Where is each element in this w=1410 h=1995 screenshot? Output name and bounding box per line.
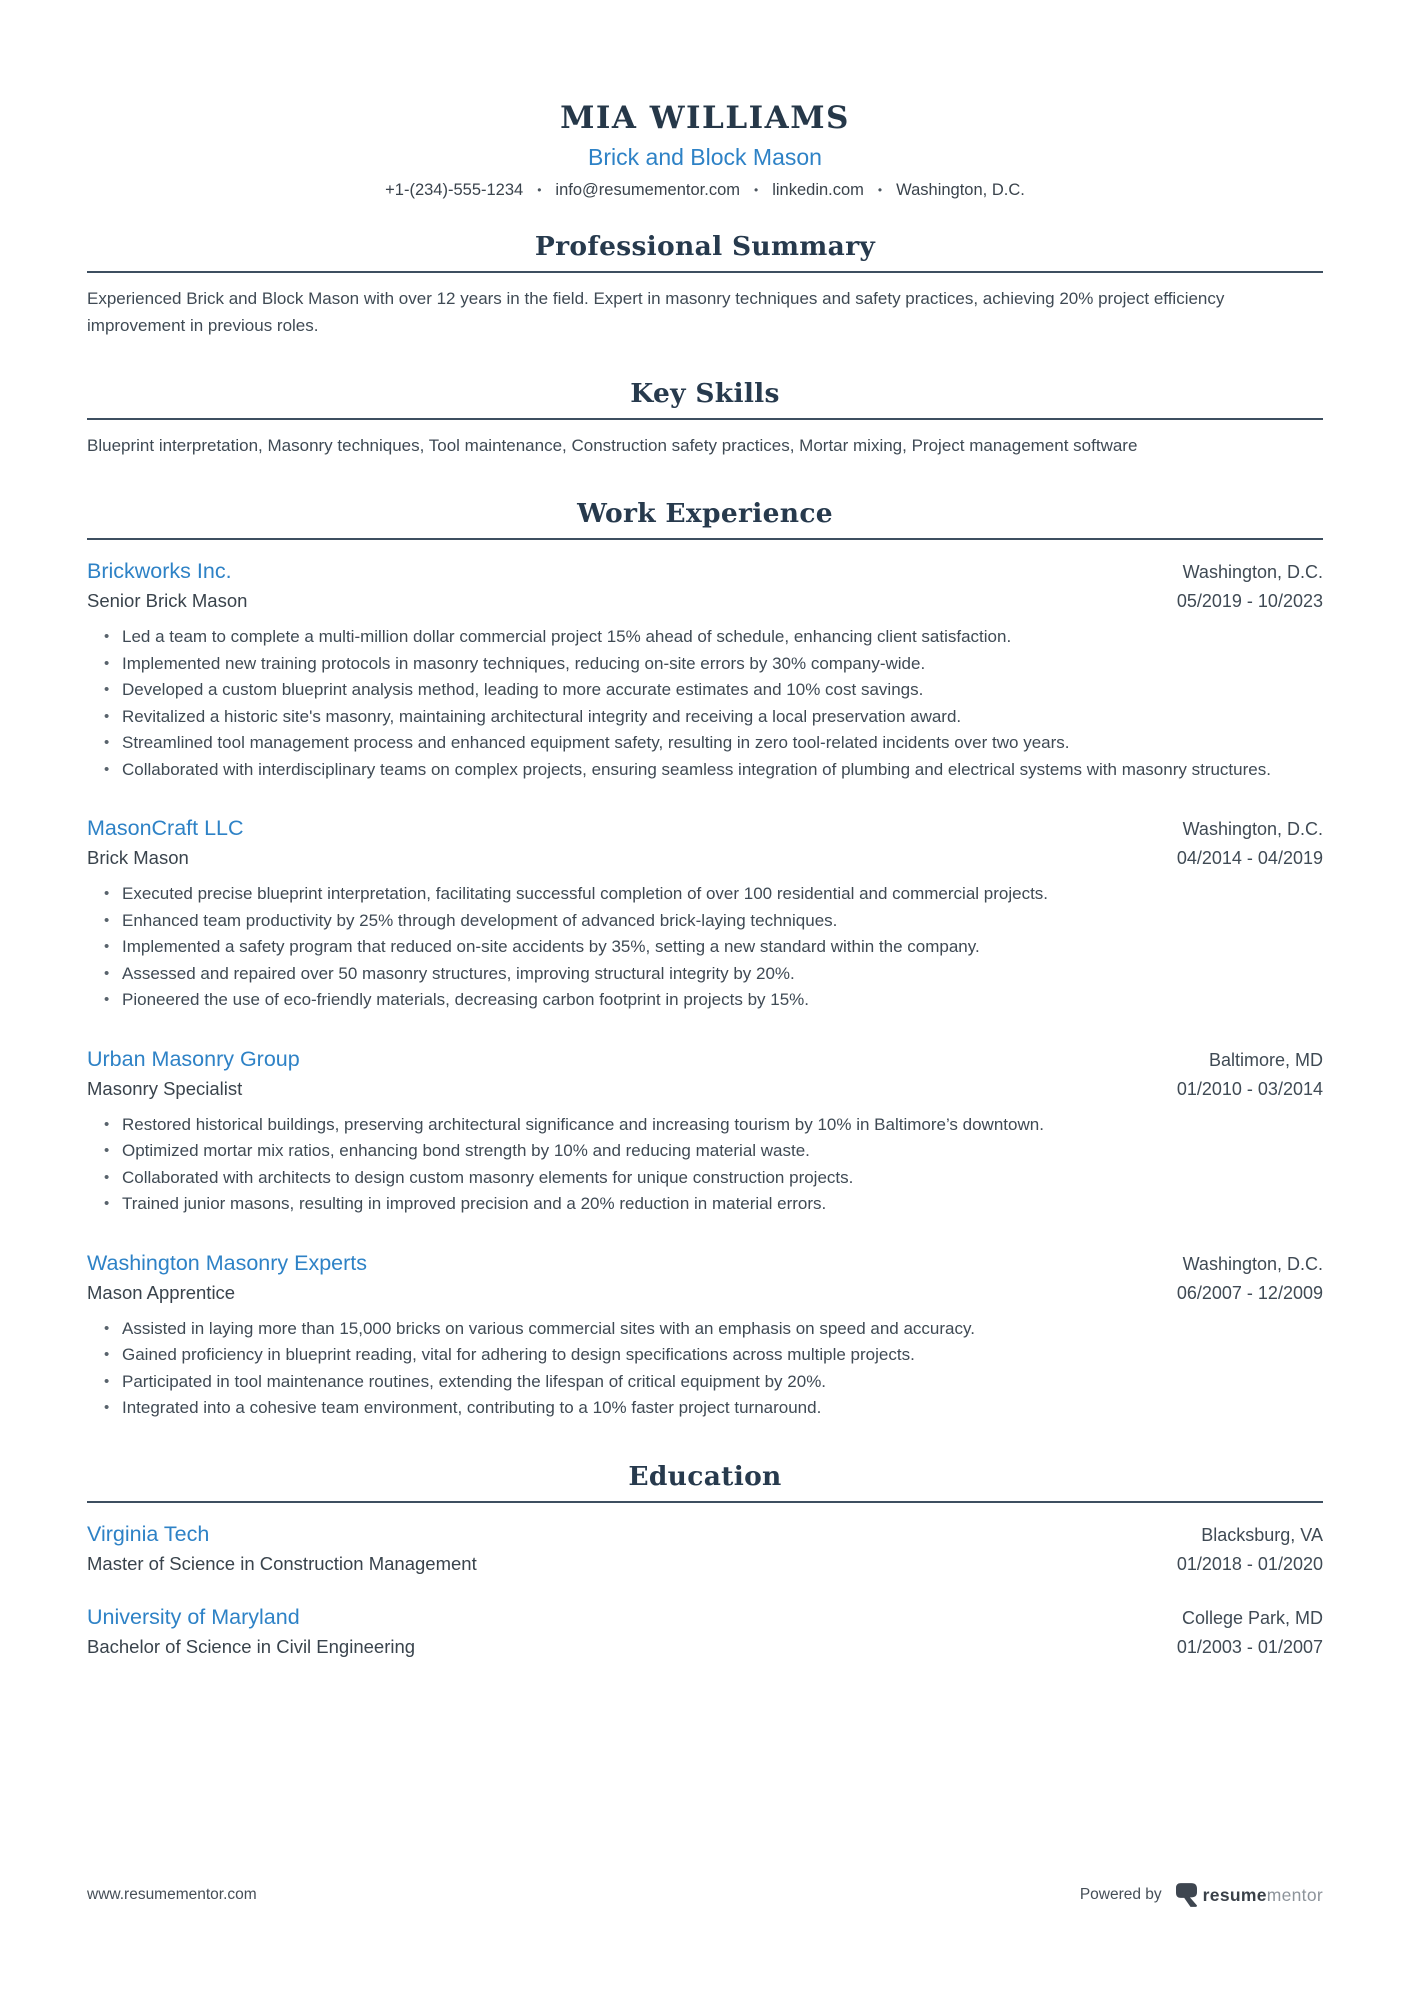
logo-text — [1203, 1885, 1323, 1906]
skills-text: Blueprint interpretation, Masonry techniques, Tool maintenance, Construction safety practices, Mortar mixing, Project management software — [87, 436, 1138, 455]
job-entry-washington-masonry — [87, 1250, 1323, 1422]
summary-text: Experienced Brick and Block Mason with over 12 years in the field. Expert in masonry techniques and safety practices, achieving 20% project efficiency improvement in previous roles. — [87, 289, 1225, 335]
separator-dot: • — [537, 183, 542, 197]
job-header-row — [87, 815, 1323, 841]
powered-by-text: Powered by — [1079, 1886, 1162, 1903]
resumementor-logo-icon — [1176, 1883, 1197, 1907]
school-location: Blacksburg, VA — [1201, 1524, 1323, 1545]
school-dates: 01/2003 - 01/2007 — [1176, 1636, 1323, 1657]
job-bullet-list — [87, 881, 1323, 1014]
job-bullet: • Collaborated with interdisciplinary teams on complex projects, ensuring seamless integration of plumbing and electrical systems with masonry structures. — [104, 757, 1323, 784]
education-entry-virginia-tech — [87, 1521, 1323, 1576]
company-name: Brickworks Inc. — [87, 559, 232, 583]
job-dates: 04/2014 - 04/2019 — [1176, 848, 1323, 868]
job-bullet: • Integrated into a cohesive team environment, contributing to a 10% faster project turnaround. — [104, 1395, 1323, 1422]
education-heading: Education — [87, 1462, 1323, 1503]
education-section — [87, 1462, 1323, 1659]
job-bullet: • Gained proficiency in blueprint reading, vital for adhering to design specifications across multiple projects. — [104, 1342, 1323, 1369]
job-location: Washington, D.C. — [1182, 1253, 1323, 1274]
job-position: Brick Mason — [87, 847, 189, 868]
resumementor-logo — [1176, 1883, 1323, 1907]
email-text: info@resumementor.com — [555, 181, 740, 199]
job-bullet: • Executed precise blueprint interpretation, facilitating successful completion of over 100 residential and commercial projects. — [104, 881, 1323, 908]
job-bullet: • Implemented new training protocols in masonry techniques, reducing on-site errors by 30% company-wide. — [104, 651, 1323, 678]
degree-text: Bachelor of Science in Civil Engineering — [87, 1635, 416, 1657]
job-subheader-row — [87, 846, 1323, 870]
school-location: College Park, MD — [1181, 1607, 1323, 1628]
degree-text: Master of Science in Construction Management — [87, 1552, 477, 1574]
job-dates: 05/2019 - 10/2023 — [1176, 591, 1323, 611]
skills-section — [87, 379, 1323, 459]
job-bullet: • Revitalized a historic site's masonry, maintaining architectural integrity and receiving a local preservation award. — [104, 704, 1323, 731]
job-header-row — [87, 1250, 1323, 1276]
job-bullet: • Participated in tool maintenance routines, extending the lifespan of critical equipment by 20%. — [104, 1369, 1323, 1396]
school-header-row — [87, 1521, 1323, 1547]
logo-text-bold: resume — [1202, 1884, 1267, 1905]
job-bullet: • Led a team to complete a multi-million dollar commercial project 15% ahead of schedule, enhancing client satisfaction. — [104, 624, 1323, 651]
job-bullet: • Pioneered the use of eco-friendly materials, decreasing carbon footprint in projects by 15%. — [104, 987, 1323, 1014]
candidate-job-title: Brick and Block Mason — [588, 144, 822, 170]
work-heading: Work Experience — [87, 499, 1323, 540]
work-section — [87, 499, 1323, 1422]
job-entry-urban-masonry — [87, 1046, 1323, 1218]
school-dates: 01/2018 - 01/2020 — [1176, 1553, 1323, 1574]
job-bullet-list — [87, 1112, 1323, 1218]
separator-dot: • — [754, 183, 759, 197]
job-position: Mason Apprentice — [87, 1281, 236, 1303]
job-bullet-list — [87, 624, 1323, 783]
powered-by-block — [1080, 1883, 1323, 1907]
job-bullet: • Restored historical buildings, preserving architectural significance and increasing tourism by 10% in Baltimore’s downtown. — [104, 1112, 1323, 1139]
page-footer — [87, 1883, 1323, 1907]
job-bullet: • Enhanced team productivity by 25% through development of advanced brick-laying techniques. — [104, 908, 1323, 935]
job-dates: 06/2007 - 12/2009 — [1176, 1282, 1323, 1303]
company-name: Urban Masonry Group — [87, 1046, 300, 1071]
job-location: Baltimore, MD — [1208, 1049, 1323, 1070]
logo-text-light: mentor — [1266, 1884, 1323, 1905]
summary-heading: Professional Summary — [87, 232, 1323, 273]
resume-header — [87, 100, 1323, 200]
job-bullet: • Assisted in laying more than 15,000 bricks on various commercial sites with an emphasis on speed and accuracy. — [104, 1316, 1323, 1343]
school-header-row — [87, 1604, 1323, 1630]
website-text: www.resumementor.com — [87, 1886, 257, 1903]
school-subheader-row — [87, 1552, 1323, 1576]
candidate-name: MIA WILLIAMS — [560, 100, 850, 136]
company-name: MasonCraft LLC — [87, 816, 244, 840]
job-position: Senior Brick Mason — [87, 590, 248, 611]
job-bullet-list — [87, 1316, 1323, 1422]
job-location: Washington, D.C. — [1182, 819, 1323, 839]
separator-dot: • — [877, 183, 883, 197]
job-bullet: • Optimized mortar mix ratios, enhancing bond strength by 10% and reducing material waste. — [104, 1138, 1323, 1165]
job-bullet: • Implemented a safety program that reduced on-site accidents by 35%, setting a new standard within the company. — [104, 934, 1323, 961]
job-bullet: • Streamlined tool management process and enhanced equipment safety, resulting in zero tool-related incidents over two years. — [104, 730, 1323, 757]
job-dates: 01/2010 - 03/2014 — [1176, 1078, 1323, 1099]
summary-section — [87, 232, 1323, 339]
school-name: University of Maryland — [87, 1604, 300, 1629]
school-name: Virginia Tech — [87, 1521, 210, 1546]
job-header-row — [87, 558, 1323, 584]
job-bullet: • Assessed and repaired over 50 masonry structures, improving structural integrity by 20%. — [104, 961, 1323, 988]
company-name: Washington Masonry Experts — [87, 1250, 368, 1275]
job-bullet: • Developed a custom blueprint analysis method, leading to more accurate estimates and 10% cost savings. — [104, 677, 1323, 704]
job-subheader-row — [87, 589, 1323, 613]
job-subheader-row — [87, 1077, 1323, 1101]
job-subheader-row — [87, 1281, 1323, 1305]
contact-line — [87, 180, 1323, 200]
job-location: Washington, D.C. — [1182, 562, 1323, 582]
school-subheader-row — [87, 1635, 1323, 1659]
skills-heading: Key Skills — [87, 379, 1323, 420]
job-header-row — [87, 1046, 1323, 1072]
job-bullet: • Collaborated with architects to design custom masonry elements for unique construction projects. — [104, 1165, 1323, 1192]
location-text: Washington, D.C. — [896, 181, 1025, 199]
phone-text: +1-(234)-555-1234 — [385, 181, 524, 199]
job-bullet: • Trained junior masons, resulting in improved precision and a 20% reduction in material errors. — [104, 1191, 1323, 1218]
job-entry-masoncraft — [87, 815, 1323, 1014]
education-entry-maryland — [87, 1604, 1323, 1659]
job-position: Masonry Specialist — [87, 1077, 243, 1099]
job-entry-brickworks — [87, 558, 1323, 783]
linkedin-text: linkedin.com — [772, 181, 864, 199]
